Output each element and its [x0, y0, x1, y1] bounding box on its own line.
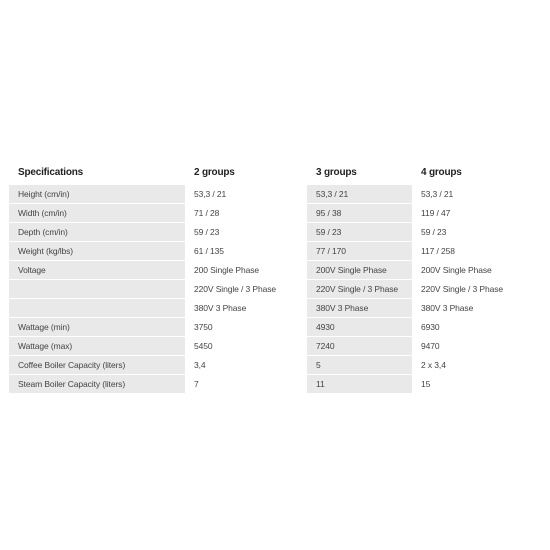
table-row	[9, 185, 536, 204]
value-4-groups: 53,3 / 21	[412, 185, 536, 204]
value-3-groups: 95 / 38	[307, 204, 412, 223]
value-3-groups: 220V Single / 3 Phase	[307, 280, 412, 299]
value-4-groups: 15	[412, 375, 536, 394]
value-3-groups: 53,3 / 21	[307, 185, 412, 204]
header-specifications: Specifications	[18, 167, 83, 178]
value-3-groups: 11	[307, 375, 412, 394]
specifications-table	[9, 162, 536, 394]
value-4-groups: 119 / 47	[412, 204, 536, 223]
value-2-groups: 7	[185, 375, 307, 394]
spec-label: Coffee Boiler Capacity (liters)	[9, 356, 185, 375]
table-row	[9, 242, 536, 261]
value-3-groups: 5	[307, 356, 412, 375]
value-4-groups: 2 x 3,4	[412, 356, 536, 375]
value-2-groups: 220V Single / 3 Phase	[185, 280, 307, 299]
value-4-groups: 200V Single Phase	[412, 261, 536, 280]
table-row	[9, 337, 536, 356]
table-row	[9, 375, 536, 394]
value-2-groups: 71 / 28	[185, 204, 307, 223]
table-row	[9, 223, 536, 242]
value-2-groups: 61 / 135	[185, 242, 307, 261]
spec-label: Steam Boiler Capacity (liters)	[9, 375, 185, 394]
table-row	[9, 299, 536, 318]
table-row	[9, 280, 536, 299]
table-row	[9, 356, 536, 375]
spec-label: Wattage (min)	[9, 318, 185, 337]
value-4-groups: 59 / 23	[412, 223, 536, 242]
spec-label: Weight (kg/lbs)	[9, 242, 185, 261]
spec-label: Wattage (max)	[9, 337, 185, 356]
spec-label	[9, 299, 185, 318]
spec-label: Voltage	[9, 261, 185, 280]
spec-label: Width (cm/in)	[9, 204, 185, 223]
value-2-groups: 3750	[185, 318, 307, 337]
value-4-groups: 220V Single / 3 Phase	[412, 280, 536, 299]
value-3-groups: 59 / 23	[307, 223, 412, 242]
table-row	[9, 204, 536, 223]
value-4-groups: 9470	[412, 337, 536, 356]
value-2-groups: 5450	[185, 337, 307, 356]
value-4-groups: 117 / 258	[412, 242, 536, 261]
value-2-groups: 380V 3 Phase	[185, 299, 307, 318]
table-row	[9, 261, 536, 280]
value-3-groups: 77 / 170	[307, 242, 412, 261]
value-2-groups: 59 / 23	[185, 223, 307, 242]
value-2-groups: 3,4	[185, 356, 307, 375]
header-2-groups: 2 groups	[194, 167, 235, 178]
header-3-groups: 3 groups	[316, 167, 357, 178]
value-4-groups: 380V 3 Phase	[412, 299, 536, 318]
value-2-groups: 200 Single Phase	[185, 261, 307, 280]
table-header-row	[9, 162, 536, 185]
spec-label	[9, 280, 185, 299]
specifications-table-container	[9, 162, 536, 394]
value-3-groups: 380V 3 Phase	[307, 299, 412, 318]
value-3-groups: 4930	[307, 318, 412, 337]
spec-label: Height (cm/in)	[9, 185, 185, 204]
table-body	[9, 185, 536, 394]
value-2-groups: 53,3 / 21	[185, 185, 307, 204]
value-4-groups: 6930	[412, 318, 536, 337]
table-row	[9, 318, 536, 337]
value-3-groups: 7240	[307, 337, 412, 356]
header-4-groups: 4 groups	[421, 167, 462, 178]
value-3-groups: 200V Single Phase	[307, 261, 412, 280]
spec-label: Depth (cm/in)	[9, 223, 185, 242]
